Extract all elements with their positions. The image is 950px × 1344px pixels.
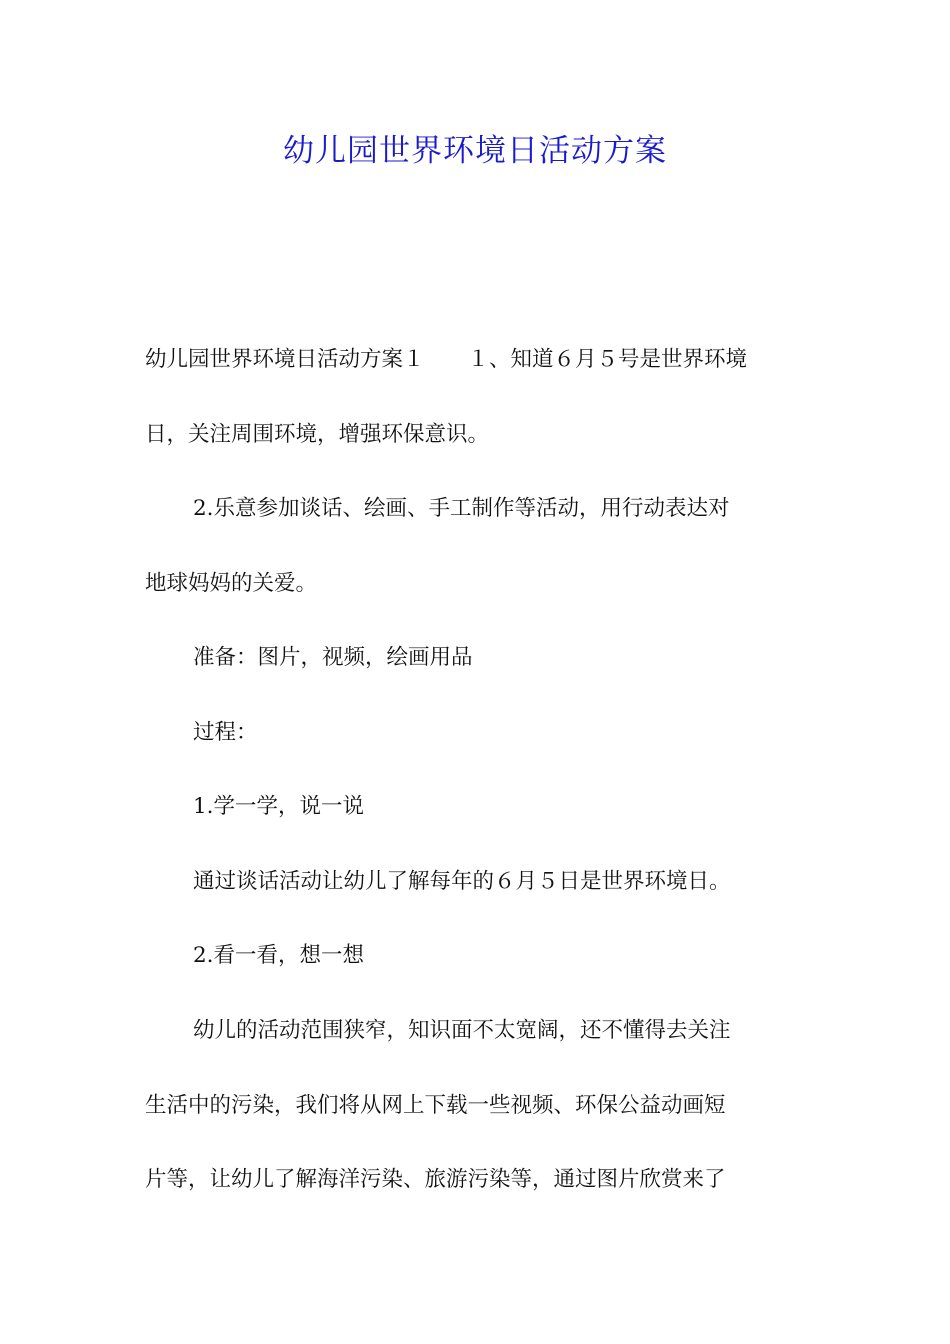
paragraph-line: 准备：图片，视频，绘画用品	[193, 645, 473, 670]
paragraph-line: 2.乐意参加谈话、绘画、手工制作等活动，用行动表达对	[193, 496, 730, 521]
section-heading: 2.看一看，想一想	[193, 943, 365, 968]
paragraph-line: 通过谈话活动让幼儿了解每年的６月５日是世界环境日。	[193, 869, 731, 894]
paragraph-line: 地球妈妈的关爱。	[145, 571, 318, 596]
paragraph-line: 幼儿的活动范围狭窄，知识面不太宽阔，还不懂得去关注	[193, 1018, 731, 1043]
paragraph-line: 日，关注周围环境，增强环保意识。	[145, 422, 490, 447]
section-heading: 1.学一学，说一说	[193, 794, 365, 819]
document-title: 幼儿园世界环境日活动方案	[283, 133, 667, 169]
paragraph-line: 幼儿园世界环境日活动方案１ １、知道６月５号是世界环境	[145, 347, 748, 372]
paragraph-line: 生活中的污染，我们将从网上下载一些视频、环保公益动画短	[145, 1093, 726, 1118]
paragraph-line: 片等，让幼儿了解海洋污染、旅游污染等，通过图片欣赏来了	[145, 1167, 726, 1192]
paragraph-line: 过程：	[193, 720, 258, 745]
